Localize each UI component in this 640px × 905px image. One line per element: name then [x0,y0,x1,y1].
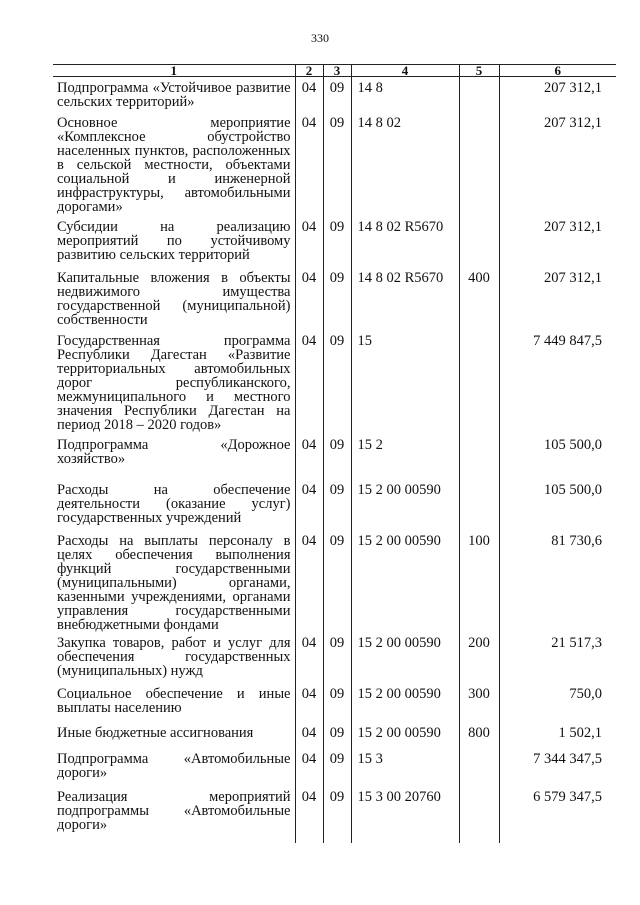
row-amount: 750,0 [569,685,602,702]
header-col-6: 6 [499,65,616,77]
header-col-5: 5 [459,65,499,77]
row-target: 15 2 [357,436,383,453]
row-target: 14 8 02 [357,114,401,131]
row-target: 15 3 00 20760 [357,788,441,805]
row-target: 14 8 02 R5670 [357,269,444,286]
row-amount: 6 579 347,5 [533,788,602,805]
row-target: 15 2 00 00590 [357,532,441,549]
row-subsection: 09 [329,788,345,805]
row-section: 04 [301,218,317,235]
row-amount: 7 344 347,5 [533,750,602,767]
row-section: 04 [301,481,317,498]
row-name: Социальное обеспечение и иные выплаты населению [57,685,291,716]
row-amount: 21 517,3 [551,634,602,651]
header-col-1: 1 [53,65,295,77]
row-subsection: 09 [329,218,345,235]
table-row [53,632,616,683]
row-subsection: 09 [329,724,345,741]
header-col-3: 3 [323,65,351,77]
row-section: 04 [301,80,317,96]
row-expense-type: 300 [468,685,490,702]
row-amount: 207 312,1 [544,114,602,131]
row-expense-type: 800 [468,724,490,741]
table-row [53,786,616,843]
row-section: 04 [301,750,317,767]
row-section: 04 [301,532,317,549]
row-amount: 105 500,0 [544,436,602,453]
row-amount: 207 312,1 [544,269,602,286]
row-name: Капитальные вложения в объекты недвижимого имущества государственной (муниципальной) собственности [57,269,291,328]
row-target: 15 2 00 00590 [357,685,441,702]
row-section: 04 [301,436,317,453]
row-expense-type: 100 [468,532,490,549]
table-row [53,112,616,216]
row-section: 04 [301,332,317,349]
row-name: Основное мероприятие «Комплексное обустройство населенных пунктов, расположенных в сельской местности, объектами социальной и инженерной инфраструктуры, автомобильными дорогами» [57,114,291,215]
row-subsection: 09 [329,269,345,286]
row-subsection: 09 [329,80,345,96]
header-row [53,65,616,77]
row-subsection: 09 [329,532,345,549]
row-name: Субсидии на реализацию мероприятий по устойчивому развитию сельских территорий [57,218,291,263]
row-target: 15 2 00 00590 [357,481,441,498]
row-section: 04 [301,724,317,741]
row-target: 14 8 [357,80,383,96]
row-subsection: 09 [329,332,345,349]
header-col-4: 4 [351,65,459,77]
row-name: Подпрограмма «Дорожное хозяйство» [57,436,291,467]
table-row [53,77,616,112]
row-section: 04 [301,685,317,702]
table-row [53,267,616,330]
row-section: 04 [301,634,317,651]
row-name: Государственная программа Республики Дагестан «Развитие территориальных автомобильных дорог республиканского, межмуниципального и местного значения Республики Дагестан на период 2018 – 2020 годов» [57,332,291,433]
row-subsection: 09 [329,436,345,453]
row-target: 15 2 00 00590 [357,634,441,651]
budget-table [53,64,616,843]
row-target: 15 [357,332,372,349]
row-expense-type: 400 [468,269,490,286]
row-name: Реализация мероприятий подпрограммы «Автомобильные дороги» [57,788,291,833]
row-amount: 81 730,6 [551,532,602,549]
row-section: 04 [301,269,317,286]
row-name: Подпрограмма «Устойчивое развитие сельских территорий» [57,80,291,110]
page-number: 330 [311,31,329,45]
row-subsection: 09 [329,114,345,131]
row-subsection: 09 [329,750,345,767]
table-row [53,530,616,632]
row-name: Подпрограмма «Автомобильные дороги» [57,750,291,781]
row-amount: 105 500,0 [544,481,602,498]
row-name: Иные бюджетные ассигнования [57,724,254,741]
table-row [53,683,616,722]
row-amount: 207 312,1 [544,80,602,96]
table-row [53,748,616,786]
row-amount: 7 449 847,5 [533,332,602,349]
table-row [53,479,616,530]
table-row [53,434,616,479]
row-name: Расходы на выплаты персоналу в целях обеспечения выполнения функций государственными (муниципальными) органами, казенными учреждениями, органами управления государственными внебюджетными фондами [57,532,291,633]
row-subsection: 09 [329,634,345,651]
row-target: 14 8 02 R5670 [357,218,444,235]
table-row [53,722,616,748]
row-subsection: 09 [329,685,345,702]
row-section: 04 [301,788,317,805]
row-target: 15 3 [357,750,383,767]
row-name: Закупка товаров, работ и услуг для обеспечения государственных (муниципальных) нужд [57,634,291,679]
row-target: 15 2 00 00590 [357,724,441,741]
row-expense-type: 200 [468,634,490,651]
row-amount: 207 312,1 [544,218,602,235]
row-section: 04 [301,114,317,131]
row-amount: 1 502,1 [558,724,602,741]
table-row [53,330,616,434]
table-row [53,216,616,267]
row-name: Расходы на обеспечение деятельности (оказание услуг) государственных учреждений [57,481,291,526]
row-subsection: 09 [329,481,345,498]
header-col-2: 2 [295,65,323,77]
